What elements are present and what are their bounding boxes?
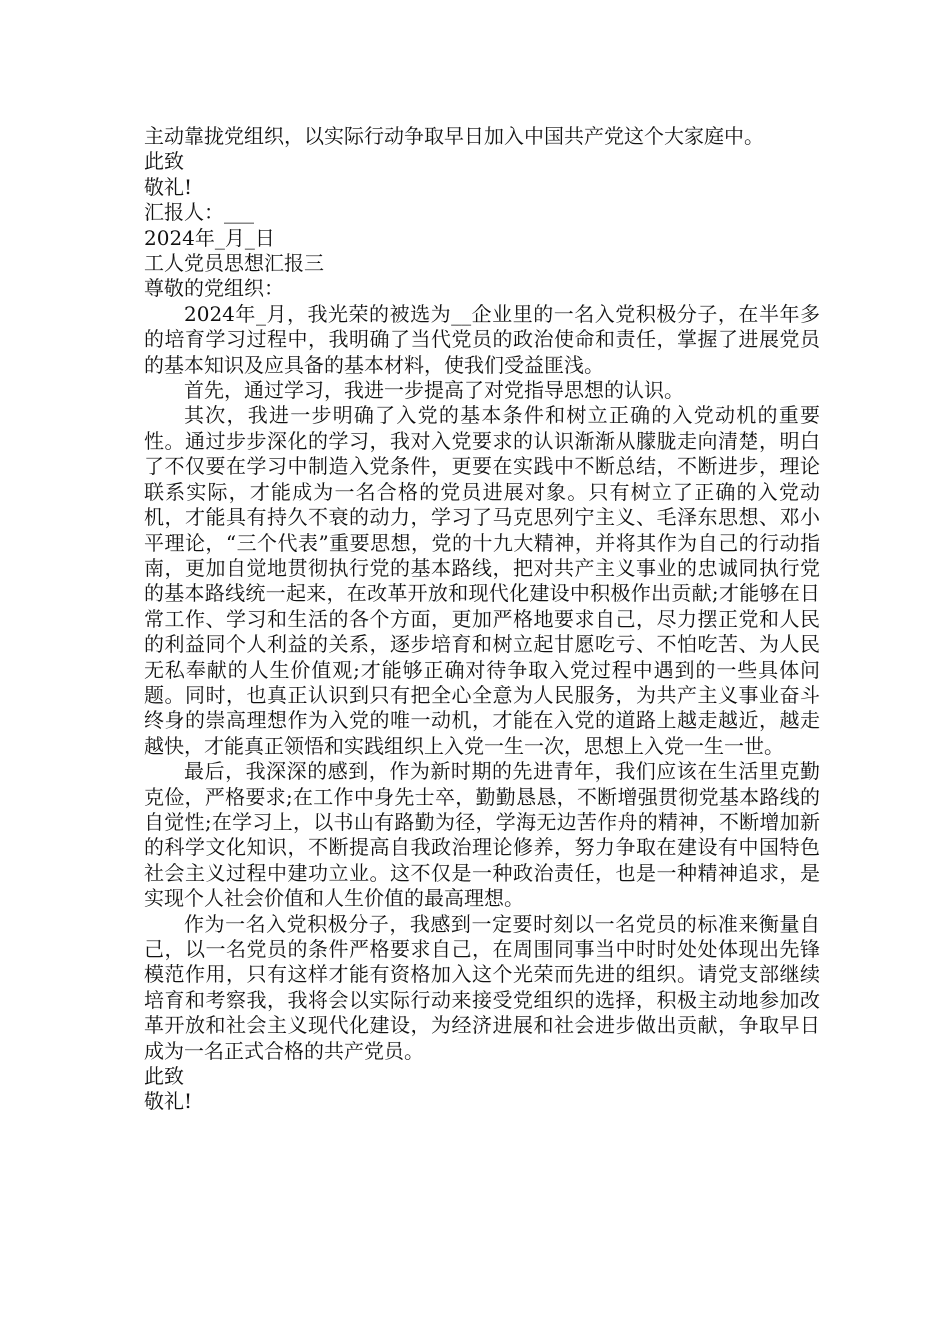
salute-line: 敬礼! bbox=[144, 1089, 193, 1114]
continuation-paragraph: 主动靠拢党组织，以实际行动争取早日加入中国共产党这个大家庭中。 bbox=[144, 124, 764, 148]
body-paragraph: 作为一名入党积极分子，我感到一定要时刻以一名党员的标准来衡量自己，以一名党员的条件严格要求自己，在周围同事当中时时处处体现出先锋模范作用，只有这样才能有资格加入这个光荣而先进的组织。请党支部继续培育和考察我，我将会以实际行动来接受党组织的选择，积极主动地参加改革开放和社会主义现代化建设，为经济进展和社会进步做出贡献，争取早日成为一名正式合格的共产党员。 bbox=[144, 911, 820, 1063]
body-paragraph: 首先，通过学习，我进一步提高了对党指导思想的认识。 bbox=[184, 378, 684, 403]
reporter-line: 汇报人：___ bbox=[144, 200, 254, 225]
report-title: 工人党员思想汇报三 bbox=[144, 251, 324, 276]
closing-line: 此致 bbox=[144, 1064, 184, 1089]
document-page bbox=[144, 124, 820, 1115]
body-paragraph: 2024年_月，我光荣的被选为__企业里的一名入党积极分子，在半年多的培育学习过程中，我明确了当代党员的政治使命和责任，掌握了进展党员的基本知识及应具备的基本材料，使我们受益匪浅。 bbox=[144, 301, 820, 377]
body-paragraph: 最后，我深深的感到，作为新时期的先进青年，我们应该在生活里克勤克俭，严格要求;在工作中身先士卒，勤勤恳恳，不断增强贯彻党基本路线的自觉性;在学习上，以书山有路勤为径，学海无边苦作舟的精神，不断增加新的科学文化知识，不断提高自我政治理论修养，努力争取在建设有中国特色社会主义过程中建功立业。这不仅是一种政治责任，也是一种精神追求，是实现个人社会价值和人生价值的最高理想。 bbox=[144, 759, 820, 911]
body-paragraph: 其次，我进一步明确了入党的基本条件和树立正确的入党动机的重要性。通过步步深化的学习，我对入党要求的认识渐渐从朦胧走向清楚，明白了不仅要在学习中制造入党条件，更要在实践中不断总结，不断进步，理论联系实际，才能成为一名合格的党员进展对象。只有树立了正确的入党动机，才能具有持久不衰的动力，学习了马克思列宁主义、毛泽东思想、邓小平理论，“三个代表”重要思想，党的十九大精神，并将其作为自己的行动指南，更加自觉地贯彻执行党的基本路线，把对共产主义事业的忠诚同执行党的基本路线统一起来，在改革开放和现代化建设中积极作出贡献;才能够在日常工作、学习和生活的各个方面，更加严格地要求自己，尽力摆正党和人民的利益同个人利益的关系，逐步培育和树立起甘愿吃亏、不怕吃苦、为人民无私奉献的人生价值观;才能够正确对待争取入党过程中遇到的一些具体问题。同时，也真正认识到只有把全心全意为人民服务，为共产主义事业奋斗终身的崇高理想作为入党的唯一动机，才能在入党的道路上越走越近，越走越快，才能真正领悟和实践组织上入党一生一次，思想上入党一生一世。 bbox=[144, 403, 820, 758]
salute-line: 敬礼! bbox=[144, 174, 193, 199]
date-line: 2024年_月_日 bbox=[144, 225, 275, 250]
closing-line: 此致 bbox=[144, 149, 184, 174]
greeting-line: 尊敬的党组织： bbox=[144, 276, 284, 301]
